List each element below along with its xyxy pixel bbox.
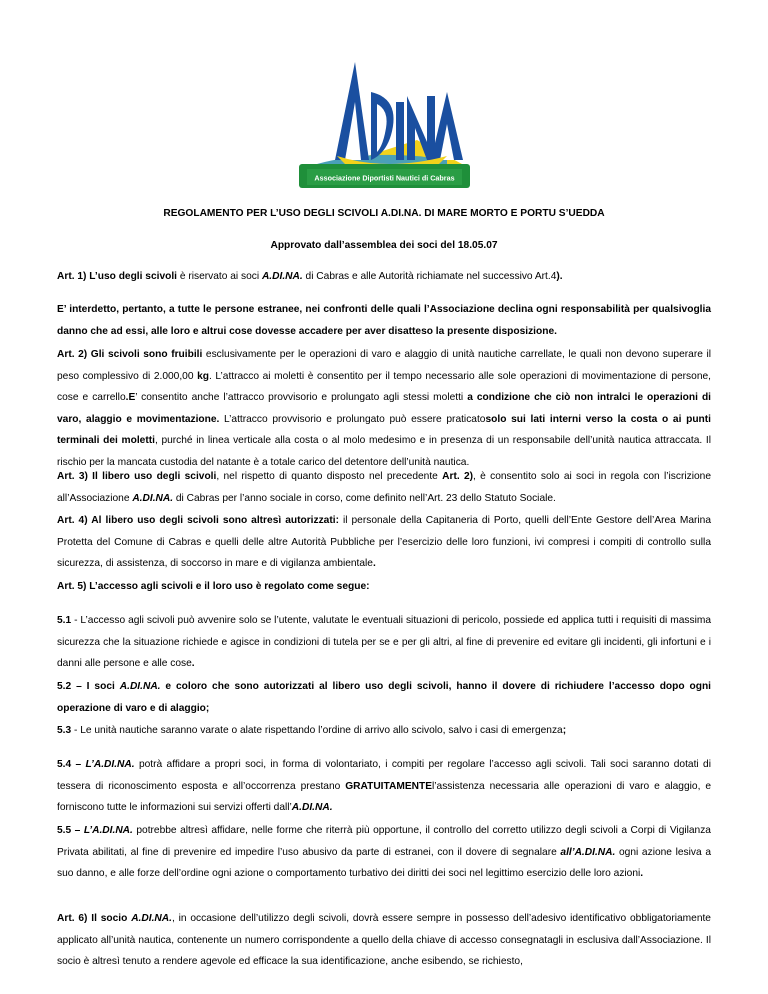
section-5-3-end: ; (562, 725, 567, 736)
section-5-1-text: - L’accesso agli scivoli può avvenire solo se l’utente, valutate le eventuali situazioni di pericolo, possiede ed applica tutti i requisiti di massima sicurezza che la situazione richiede e agisce in condizioni di tutela per se e per gli altri, al fine di prevenire ed evitare gli incidenti, gli infortuni e i danni alle persone e alle cose (57, 615, 711, 669)
warning-paragraph: E’ interdetto, pertanto, a tutte le persone estranee, nei confronti delle quali l’Associazione declina ogni responsabilità per qualsivoglia danno che ad essi, alle loro e altrui cose dovesse accadere per aver disatteso la presente disposizione. (57, 304, 711, 337)
section-5-2-text: – I soci (71, 681, 120, 692)
org-name: A.DI.NA. (119, 681, 161, 692)
article-6-text: , in occasione dell’utilizzo degli scivoli, dovrà essere sempre in possesso dell’adesivo identificativo obbligatoriamente applicato all’unità nautica, contenente un numero corrispondente a quello della chiave di accesso consegnatagli in esclusiva dall’Associazione. Il socio è altresì tenuto a rendere agevole ed efficace la sua identificazione, anche esibendo, se richiesto, (57, 913, 711, 967)
association-logo (297, 52, 472, 190)
section-5-2 (57, 676, 711, 719)
org-name: A.DI.NA. (291, 802, 333, 813)
article-6 (57, 908, 711, 973)
article-2-text-3: ’ consentito anche l’attracco provvisorio e prolungato agli stessi moletti (135, 392, 468, 403)
article-3-text: , nel rispetto di quanto disposto nel precedente (216, 471, 443, 482)
section-5-4-text: potrà affidare a propri soci, in forma di volontariato, i compiti per regolare l’accesso agli scivoli. Tali soci saranno dotati di tessera di riconoscimento esposta e all’occorrenza prestano (57, 759, 711, 792)
article-6-heading: Art. 6) Il socio (57, 913, 132, 924)
article-4-heading: Art. 4) Al libero uso degli scivoli sono altresì autorizzati: (57, 515, 339, 526)
section-5-4-number: 5.4 – (57, 759, 82, 770)
section-5-5 (57, 820, 711, 885)
section-5-4-text-2: l’assistenza necessaria alle operazioni di varo e alaggio, e forniscono tutte le informazioni sui servizi offerti dall’ (57, 780, 711, 813)
section-5-1-number: 5.1 (57, 615, 72, 626)
article-1 (57, 266, 711, 288)
article-5: Art. 5) L’accesso agli scivoli e il loro uso è regolato come segue: (57, 581, 370, 592)
document-title: REGOLAMENTO PER L’USO DEGLI SCIVOLI A.DI.NA. DI MARE MORTO E PORTU S’UEDDA (163, 208, 605, 219)
section-5-5-number: 5.5 – (57, 825, 81, 836)
section-5-1 (57, 610, 711, 675)
article-4-text: il personale della Capitaneria di Porto, quelli dell’Ente Gestore dell’Area Marina Protetta del Comune di Cabras e quelli delle altre Autorità Pubbliche per l’esercizio delle loro funzioni, ivi compresi i compiti di controllo sulla sicurezza, di assistenza, di soccorso in mare e di vigilanza ambientale (57, 515, 711, 569)
article-1-text: è riservato ai soci (177, 271, 262, 282)
org-name: L’A.DI.NA. (81, 759, 135, 770)
org-name: A.DI.NA. (132, 492, 174, 504)
article-2 (57, 344, 711, 473)
section-5-1-end: . (191, 658, 195, 669)
section-5-3-number: 5.3 (57, 725, 72, 736)
article-2-sides: solo sui lati interni verso la costa o ai punti terminali dei moletti (57, 413, 712, 446)
article-2-heading: Art. 2) Gli scivoli sono fruibili (57, 349, 203, 360)
unit-kg: kg (197, 370, 209, 382)
approval-line: Approvato dall’assemblea dei soci del 18.05.07 (270, 240, 498, 251)
org-name: A.DI.NA. (131, 913, 172, 924)
article-1-heading: Art. 1) L’uso degli scivoli (57, 271, 178, 282)
article-2-e: .E (125, 392, 136, 403)
article-2-text-2: . L’attracco ai moletti è consentito per il tempo necessario alle sole operazioni di movimentazione di persone, cose e carrello (57, 370, 711, 403)
article-4 (57, 510, 711, 575)
article-2-text-5: , purché in linea verticale alla costa o al molo medesimo e in presenza di un responsabile dell’unità nautica attraccata. Il rischio per la mancata custodia del natante è a totale carico del detentore dell’unità nautica. (57, 435, 712, 468)
section-5-3-text: - Le unità nautiche saranno varate o alate rispettando l’ordine di arrivo allo scivolo, salvo i casi di emergenza (71, 725, 563, 736)
section-5-5-text: potrebbe altresì affidare, nelle forme che riterrà più opportune, il controllo del corretto utilizzo degli scivoli a Corpi di Vigilanza Privata abilitati, al fine di prevenire ed impedire l’uso abusivo da parte di estranei, con il dovere di segnalare (57, 825, 711, 858)
article-3-ref: Art. 2) (442, 471, 474, 482)
article-3 (57, 466, 711, 509)
section-5-2-text-2: e coloro che sono autorizzati al libero uso degli scivoli, hanno il dovere di richiudere l’accesso dopo ogni operazione di varo e di alaggio; (57, 681, 712, 714)
org-name: A.DI.NA. (261, 271, 303, 282)
org-name: L’A.DI.NA. (80, 825, 133, 836)
article-1-text-2: di Cabras e alle Autorità richiamate nel successivo Art.4 (302, 271, 557, 282)
section-5-5-text-2: ogni azione lesiva a suo danno, e alle forze dell’ordine ogni azione o comportamento turbativo dei diritti dei soci nel legittimo esercizio delle loro azioni (57, 846, 711, 879)
article-1-end: ). (556, 271, 563, 282)
org-name: all’A.DI.NA. (560, 846, 616, 858)
article-2-condition: a condizione che ciò non intralci le operazioni di varo, alaggio e movimentazione. (57, 392, 712, 425)
article-3-text-2: , è consentito solo ai soci in regola con l’iscrizione all’Associazione (57, 471, 712, 504)
section-5-3 (57, 720, 711, 742)
article-2-text-4: L’attracco provvisorio e prolungato può essere praticato (219, 413, 486, 425)
section-5-4 (57, 754, 711, 819)
article-2-text: esclusivamente per le operazioni di varo e alaggio di unità nautiche carrellate, le quali non devono superare il peso complessivo di 2.000,00 (57, 349, 712, 382)
section-5-5-end: . (640, 868, 644, 879)
article-4-end: . (372, 558, 376, 569)
section-5-2-number: 5.2 (57, 681, 72, 692)
logo-caption: Associazione Diportisti Nautici di Cabras (314, 173, 455, 183)
article-3-text-3: di Cabras per l’anno sociale in corso, come definito nell’Art. 23 dello Statuto Sociale. (173, 492, 556, 504)
article-3-heading: Art. 3) Il libero uso degli scivoli (57, 471, 217, 482)
section-5-4-gratis: GRATUITAMENTE (345, 780, 432, 792)
